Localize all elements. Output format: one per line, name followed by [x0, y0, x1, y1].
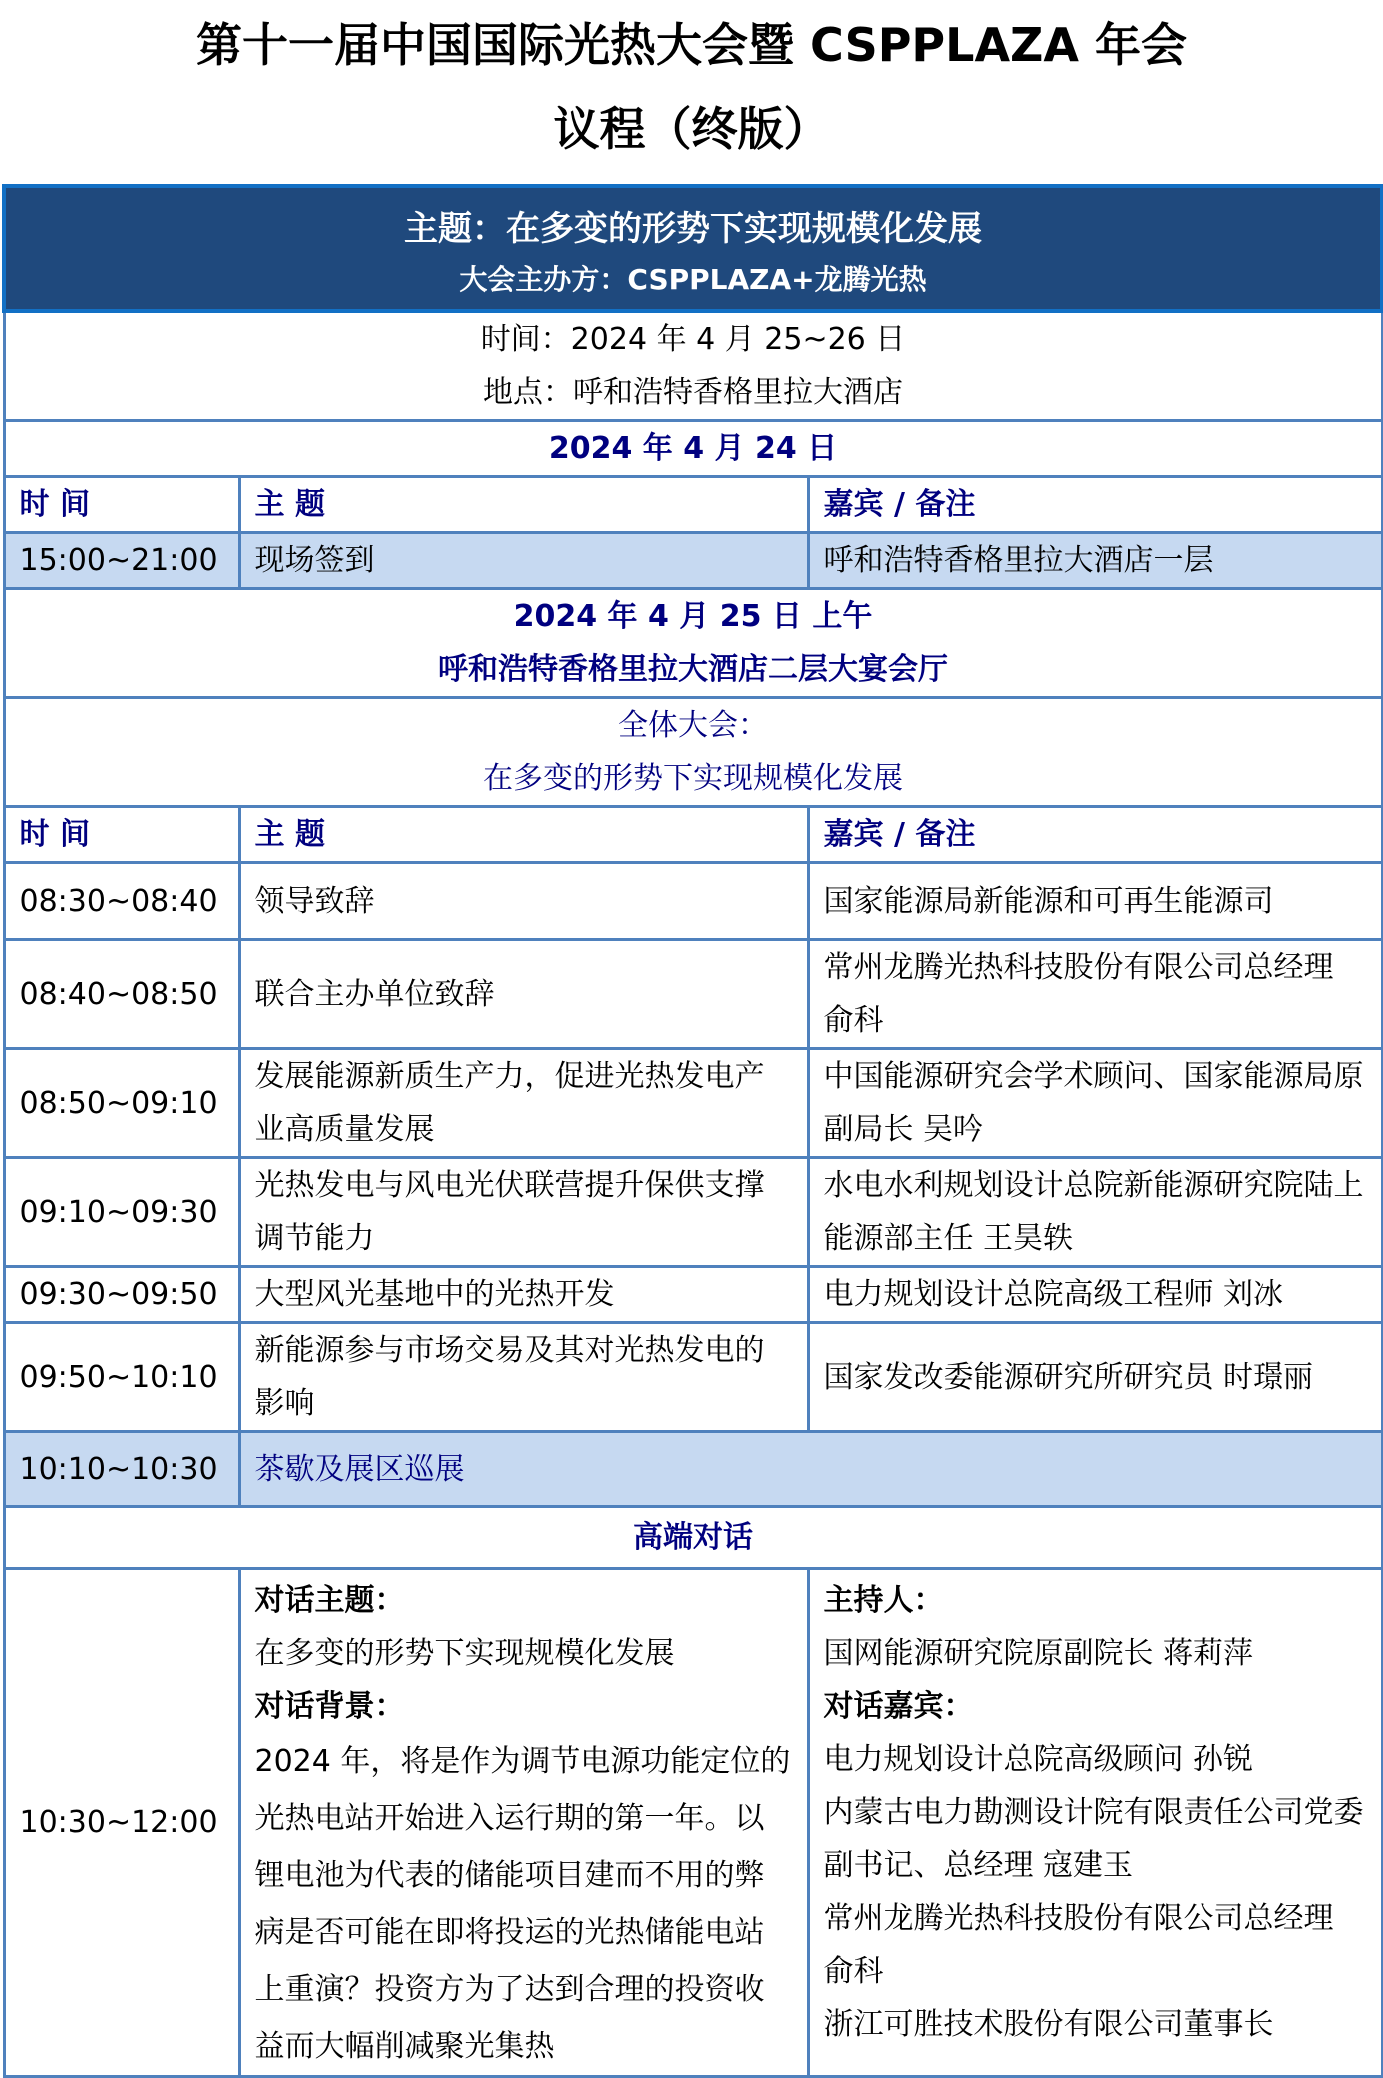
guest-item: 浙江可胜技术股份有限公司董事长 — [823, 2007, 1274, 2042]
day-heading-0424 — [4, 421, 1382, 477]
row-speaker: 常州龙腾光热科技股份有限公司总经理 俞科 — [808, 940, 1382, 1049]
row-time: 09:10~09:30 — [4, 1158, 239, 1267]
break-label: 茶歇及展区巡展 — [239, 1432, 1382, 1507]
moderator: 国网能源研究院原副院长 蒋莉萍 — [823, 1636, 1254, 1671]
row-topic: 新能源参与市场交易及其对光热发电的影响 — [239, 1323, 808, 1432]
table-row — [4, 1158, 1382, 1267]
break-row — [4, 1432, 1382, 1507]
table-row — [4, 1323, 1382, 1432]
document-subtitle: 议程（终版） — [553, 102, 830, 156]
row-time: 09:50~10:10 — [4, 1323, 239, 1432]
row-time: 10:10~10:30 — [4, 1432, 239, 1507]
conference-location: 地点：呼和浩特香格里拉大酒店 — [483, 375, 903, 410]
column-header-topic: 主 题 — [239, 477, 808, 533]
table-row — [4, 1267, 1382, 1323]
row-topic: 发展能源新质生产力，促进光热发电产业高质量发展 — [239, 1049, 808, 1158]
column-header-speaker: 嘉宾 / 备注 — [808, 807, 1382, 863]
row-time: 08:30~08:40 — [4, 863, 239, 940]
row-speaker: 中国能源研究会学术顾问、国家能源局原副局长 吴吟 — [808, 1049, 1382, 1158]
session-theme: 在多变的形势下实现规模化发展 — [483, 761, 903, 796]
table-row — [4, 863, 1382, 940]
column-header-speaker: 嘉宾 / 备注 — [808, 477, 1382, 533]
table-row — [4, 940, 1382, 1049]
dialogue-topic: 在多变的形势下实现规模化发展 — [254, 1636, 675, 1671]
day-venue: 呼和浩特香格里拉大酒店二层大宴会厅 — [438, 652, 948, 687]
guest-item: 常州龙腾光热科技股份有限公司总经理 俞科 — [823, 1901, 1334, 1989]
day-date: 2024 年 4 月 24 日 — [4, 421, 1382, 477]
row-speaker: 水电水利规划设计总院新能源研究院陆上能源部主任 王昊轶 — [808, 1158, 1382, 1267]
theme-banner — [4, 186, 1382, 311]
row-topic: 现场签到 — [239, 533, 808, 589]
table-header — [4, 477, 1382, 533]
row-topic: 联合主办单位致辞 — [239, 940, 808, 1049]
dialogue-heading: 高端对话 — [4, 1507, 1382, 1569]
row-speaker: 国家发改委能源研究所研究员 时璟丽 — [808, 1323, 1382, 1432]
conference-theme: 主题：在多变的形势下实现规模化发展 — [404, 208, 982, 249]
column-header-topic: 主 题 — [239, 807, 808, 863]
info-row — [4, 311, 1382, 421]
row-time: 08:50~09:10 — [4, 1049, 239, 1158]
column-header-time: 时 间 — [4, 477, 239, 533]
table-row — [4, 1049, 1382, 1158]
conference-organizer: 大会主办方：CSPPLAZA+龙腾光热 — [459, 262, 927, 296]
row-topic: 领导致辞 — [239, 863, 808, 940]
row-time: 10:30~12:00 — [4, 1569, 239, 2077]
guest-item: 电力规划设计总院高级顾问 孙锐 — [823, 1742, 1254, 1777]
session-label: 全体大会： — [618, 708, 768, 743]
row-speaker: 国家能源局新能源和可再生能源司 — [808, 863, 1382, 940]
guests-label: 对话嘉宾： — [823, 1689, 974, 1724]
row-time: 08:40~08:50 — [4, 940, 239, 1049]
row-speaker: 呼和浩特香格里拉大酒店一层 — [808, 533, 1382, 589]
moderator-label: 主持人： — [823, 1583, 944, 1618]
guest-item: 内蒙古电力勘测设计院有限责任公司党委副书记、总经理 寇建玉 — [823, 1795, 1364, 1883]
row-speaker: 电力规划设计总院高级工程师 刘冰 — [808, 1267, 1382, 1323]
day-date: 2024 年 4 月 25 日 上午 — [513, 599, 873, 634]
conference-time: 时间：2024 年 4 月 25~26 日 — [480, 322, 906, 357]
row-topic: 光热发电与风电光伏联营提升保供支撑调节能力 — [239, 1158, 808, 1267]
plenary-session-row — [4, 698, 1382, 807]
row-topic: 大型风光基地中的光热开发 — [239, 1267, 808, 1323]
dialogue-row — [4, 1569, 1382, 2077]
row-time: 15:00~21:00 — [4, 533, 239, 589]
column-header-time: 时 间 — [4, 807, 239, 863]
agenda-table — [2, 184, 1383, 2078]
dialogue-background-label: 对话背景： — [254, 1689, 405, 1724]
dialogue-heading-row — [4, 1507, 1382, 1569]
dialogue-topic-label: 对话主题： — [254, 1583, 405, 1618]
row-time: 09:30~09:50 — [4, 1267, 239, 1323]
table-row — [4, 533, 1382, 589]
dialogue-background: 2024 年，将是作为调节电源功能定位的光热电站开始进入运行期的第一年。以锂电池为代表的储能项目建而不用的弊病是否可能在即将投运的光热储能电站上重演？投资方为了达到合理的投资收益而大幅削减聚光集热 — [254, 1744, 791, 2064]
day-heading-0425 — [4, 589, 1382, 698]
document-title: 第十一届中国国际光热大会暨 CSPPLAZA 年会 — [195, 18, 1188, 72]
table-header — [4, 807, 1382, 863]
